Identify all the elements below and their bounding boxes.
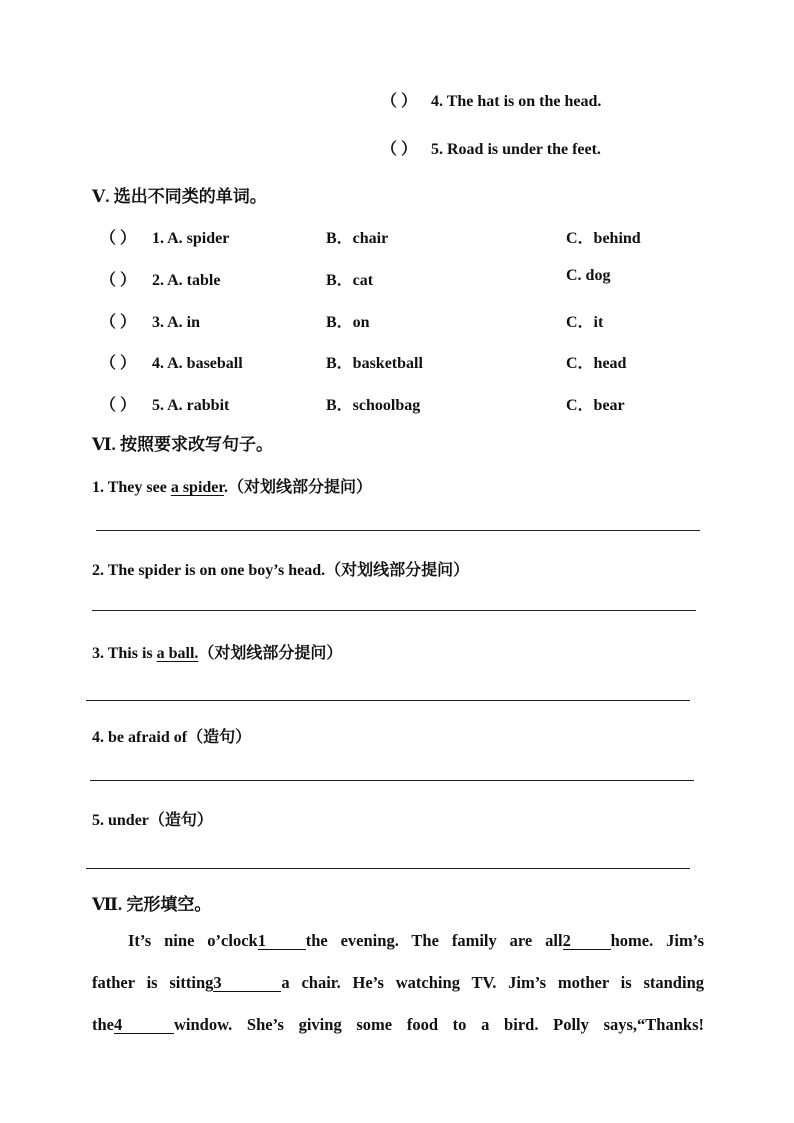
passage-text: It’s nine o’clock xyxy=(128,931,258,950)
section-5-title: Ⅴ. 选出不同类的单词。 xyxy=(92,187,267,206)
answer-paren[interactable]: （ ） xyxy=(100,272,137,289)
cloze-blank-1[interactable]: 1 xyxy=(258,932,306,950)
rewrite-question-2: 2. The spider is on one boy’s head.（对划线部分提问） xyxy=(92,562,470,579)
underlined-phrase: a spider xyxy=(170,479,225,496)
option-c: C．it xyxy=(566,314,604,331)
passage-text: father is sitting xyxy=(92,973,214,992)
underlined-phrase: a ball. xyxy=(156,645,199,662)
cloze-blank-3[interactable]: 3 xyxy=(213,974,281,992)
question-instruction: （对划线部分提问） xyxy=(198,645,343,662)
answer-paren[interactable]: （ ） xyxy=(381,93,418,110)
answer-paren[interactable]: （ ） xyxy=(381,141,418,158)
option-a: 2. A. table xyxy=(152,272,221,289)
section-6-title: Ⅵ. 按照要求改写句子。 xyxy=(92,435,274,454)
item-text: 5. Road is under the feet. xyxy=(431,141,601,158)
question-instruction: .（对划线部分提问） xyxy=(224,479,373,496)
option-c: C. dog xyxy=(566,267,611,284)
question-text: 3. This is xyxy=(92,645,157,662)
option-a: 5. A. rabbit xyxy=(152,397,230,414)
option-a: 3. A. in xyxy=(152,314,201,331)
rewrite-question-1 xyxy=(92,474,372,497)
option-b: B．schoolbag xyxy=(326,397,421,414)
cloze-line-2 xyxy=(92,973,704,993)
cloze-line-1 xyxy=(128,931,704,951)
rewrite-question-5: 5. under（造句） xyxy=(92,812,213,829)
option-b: B．chair xyxy=(326,230,389,247)
answer-line-2[interactable] xyxy=(92,610,696,611)
true-false-item-5 xyxy=(381,136,601,159)
option-c: C．head xyxy=(566,355,627,372)
option-a: 1. A. spider xyxy=(152,230,230,247)
answer-line-5[interactable] xyxy=(86,868,690,869)
answer-paren[interactable]: （ ） xyxy=(100,314,137,331)
option-b: B．basketball xyxy=(326,355,423,372)
passage-text: home. Jim’s xyxy=(610,931,704,950)
passage-text: window. She’s giving some food to a bird. Polly says,“Thanks! xyxy=(174,1015,704,1034)
rewrite-question-3 xyxy=(92,640,342,663)
cloze-blank-4[interactable]: 4 xyxy=(114,1016,174,1034)
option-b: B．cat xyxy=(326,272,374,289)
item-text: 4. The hat is on the head. xyxy=(431,93,602,110)
answer-line-1[interactable] xyxy=(96,530,700,531)
question-text: 1. They see xyxy=(92,479,171,496)
cloze-line-3 xyxy=(92,1015,704,1035)
passage-text: the xyxy=(92,1015,114,1034)
answer-line-4[interactable] xyxy=(90,780,694,781)
true-false-item-4 xyxy=(381,88,601,111)
answer-paren[interactable]: （ ） xyxy=(100,230,137,247)
passage-text: a chair. He’s watching TV. Jim’s mother is standing xyxy=(281,973,704,992)
passage-text: the evening. The family are all xyxy=(305,931,563,950)
option-a: 4. A. baseball xyxy=(152,355,243,372)
rewrite-question-4: 4. be afraid of（造句） xyxy=(92,729,252,746)
answer-paren[interactable]: （ ） xyxy=(100,397,137,414)
answer-paren[interactable]: （ ） xyxy=(100,355,137,372)
cloze-blank-2[interactable]: 2 xyxy=(563,932,611,950)
section-7-title: Ⅶ. 完形填空。 xyxy=(92,895,212,914)
option-c: C．bear xyxy=(566,397,625,414)
answer-line-3[interactable] xyxy=(86,700,690,701)
option-c: C．behind xyxy=(566,230,641,247)
option-b: B．on xyxy=(326,314,370,331)
